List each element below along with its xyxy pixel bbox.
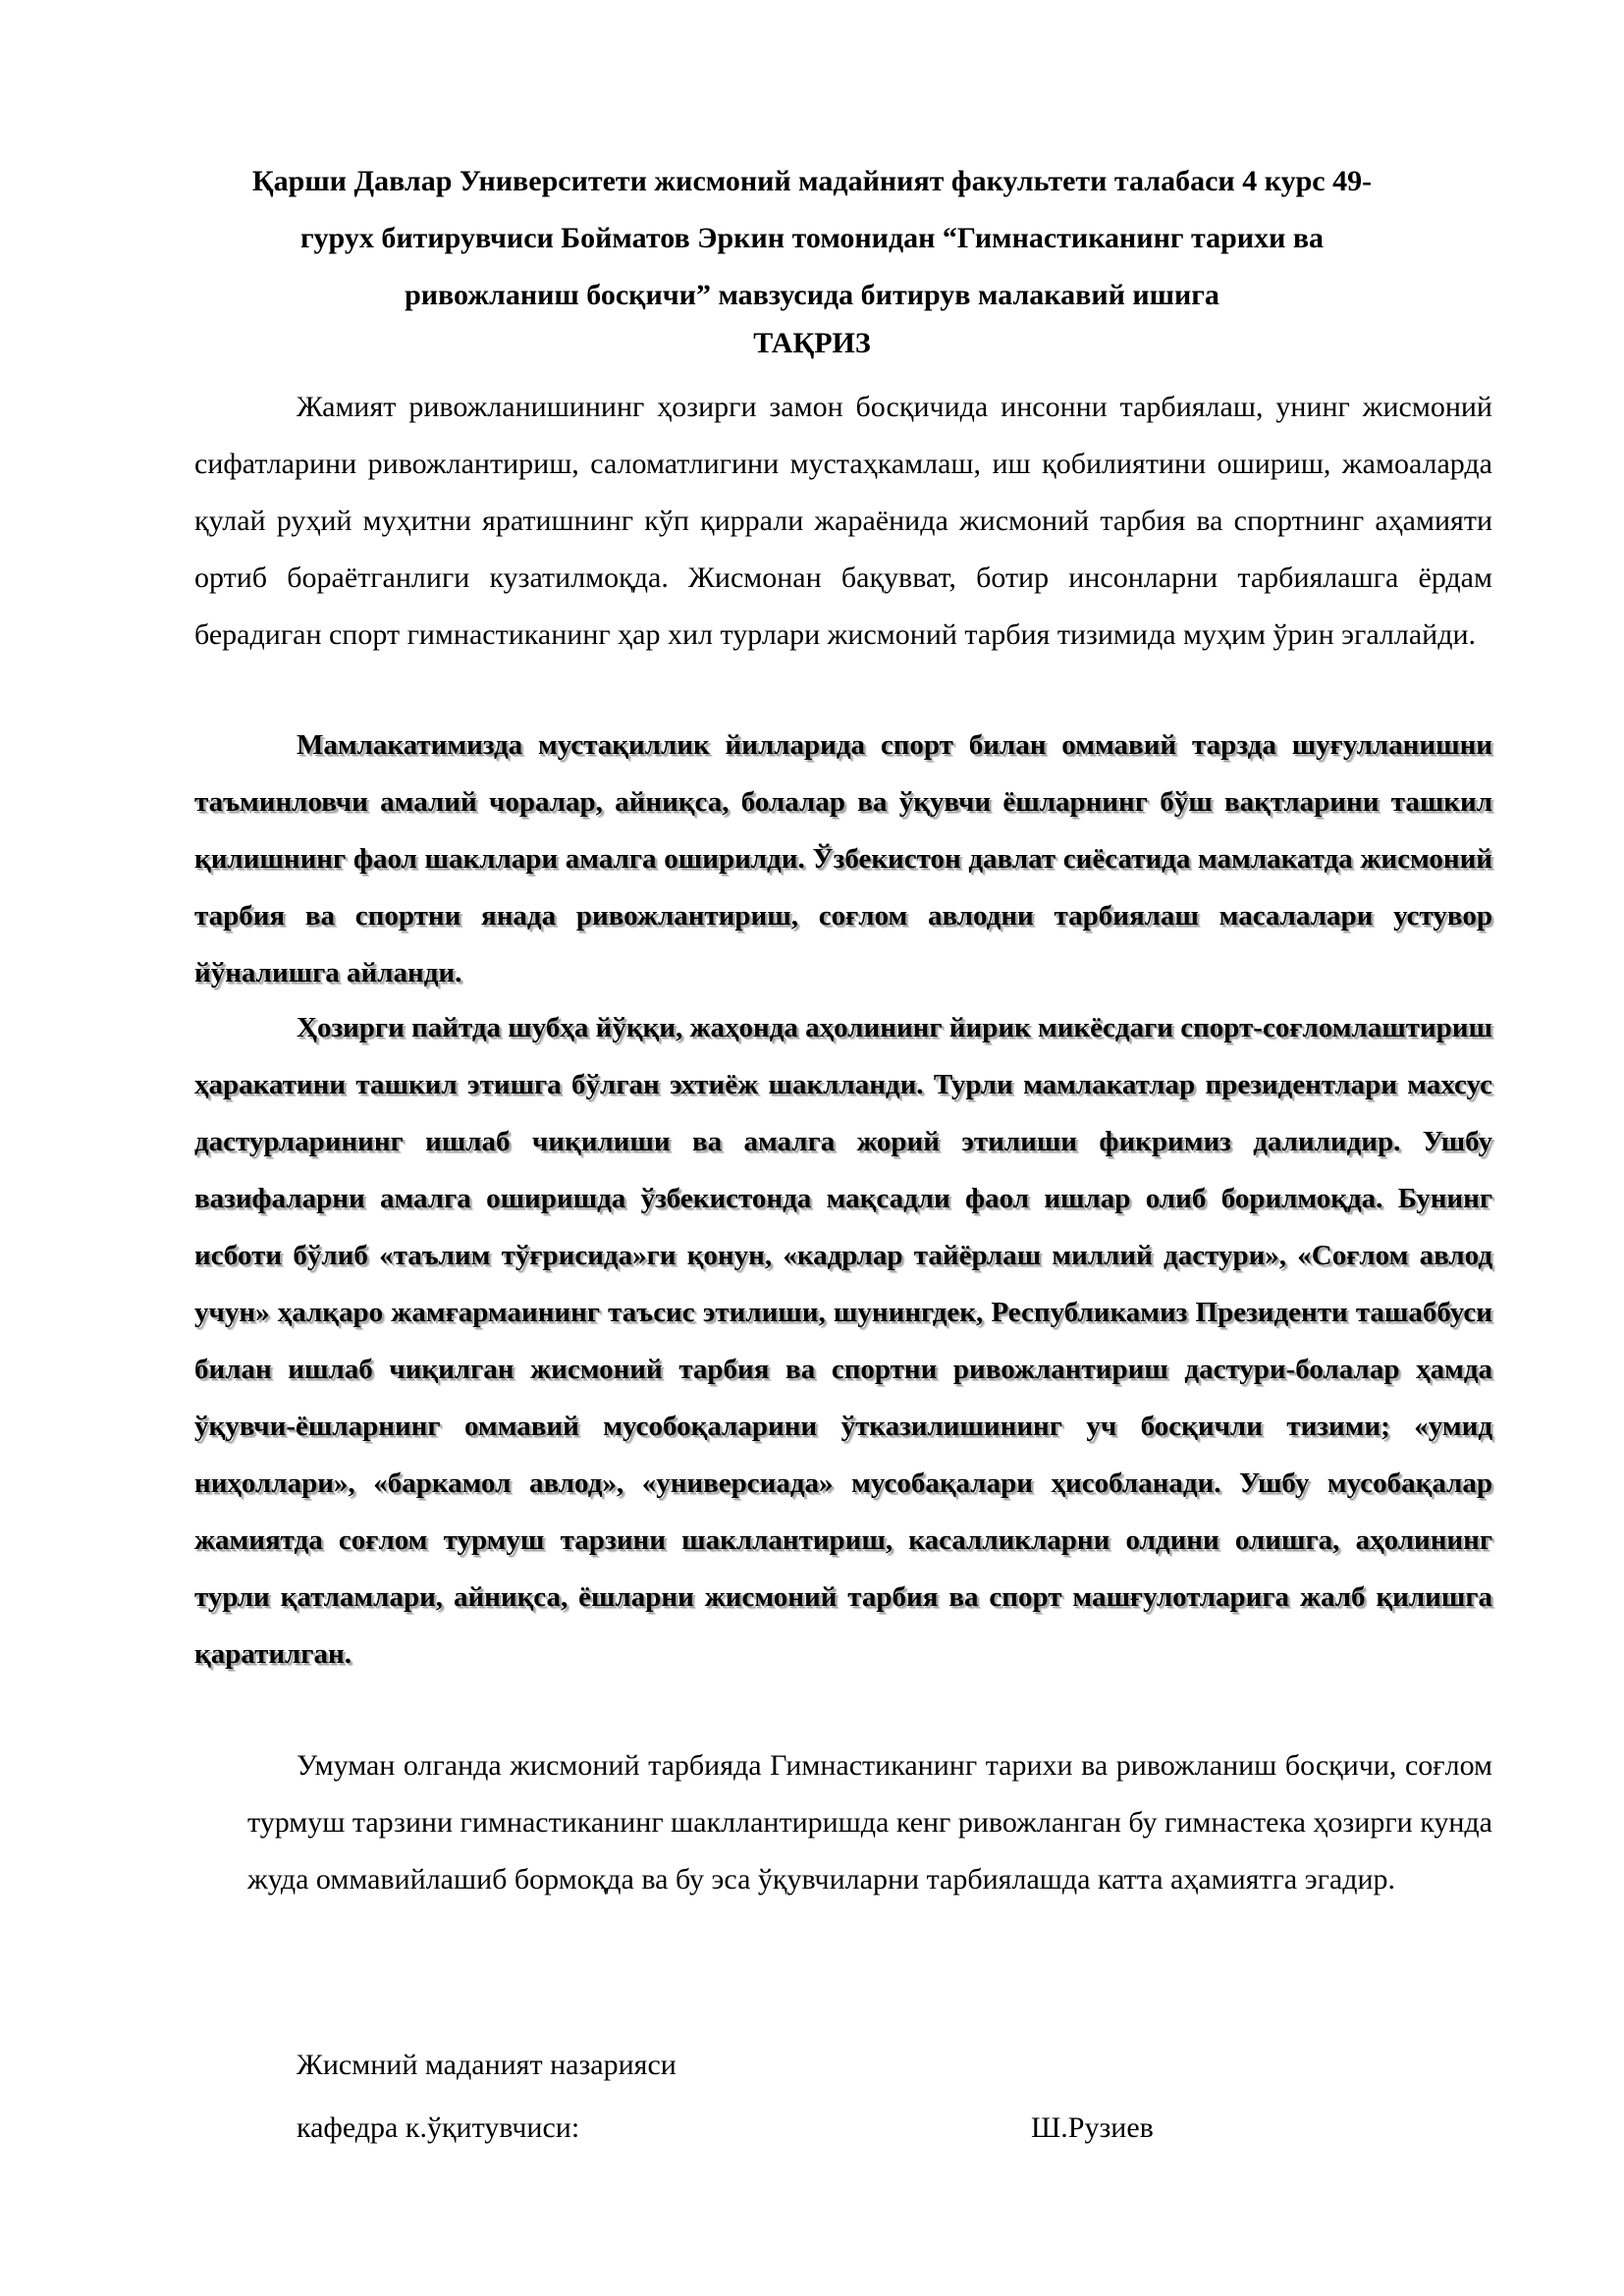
paragraph-independence: Мамлакатимизда мустақиллик йилларида спорт билан оммавий тарзда шуғулланишни таъминловчи амалий чоралар, айниқса, болалар ва ўқувчи ёшларнинг бўш вақтларини ташкил қилишнинг фаол шакллари амалга оширилди. Ўзбекистон давлат сиёсатида мамлакатда жисмоний тарбия ва спортни янада ривожлантириш, соғлом авлодни тарбиялаш масалалари устувор йўналишга айланди. [194, 729, 1492, 988]
signature-name: Ш.Рузиев [1031, 2111, 1154, 2144]
heading-line-1: Қарши Давлар Университети жисмоний мадайният факультети талабаси 4 курс 49- [251, 165, 1373, 197]
signature-department: Жисмний маданият назарияси [297, 2049, 677, 2081]
heading-line-3: ривожланиш босқичи” мавзусида битирув малакавий ишига [405, 279, 1219, 311]
signature-position: кафедра к.ўқитувчиси: [297, 2111, 580, 2144]
document-heading [147, 153, 1477, 324]
paragraph-intro: Жамият ривожланишининг ҳозирги замон босқичида инсонни тарбиялаш, унинг жисмоний сифатларини ривожлантириш, саломатлигини мустаҳкамлаш, иш қобилиятини ошириш, жамоаларда қулай руҳий муҳитни яратишнинг кўп қиррали жараёнида жисмоний тарбия ва спортнинг аҳамияти ортиб бораётганлиги кузатилмоқда. Жисмонан бақувват, ботир инсонларни тарбиялашга ёрдам берадиган спорт гимнастиканинг ҳар хил турлари жисмоний тарбия тизимида муҳим ўрин эгаллайди. [194, 391, 1492, 651]
paragraph-world-movement: Ҳозирги пайтда шубҳа йўққи, жаҳонда аҳолининг йирик микёсдаги спорт-соғломлаштириш ҳаракатини ташкил этишга бўлган эхтиёж шаклланди. Турли мамлакатлар президентлари махсус дастурларининг ишлаб чиқилиши ва амалга жорий этилиши фикримиз далилидир. Ушбу вазифаларни амалга оширишда ўзбекистонда мақсадли фаол ишлар олиб борилмоқда. Бунинг исботи бўлиб «таълим тўғрисида»ги қонун, «кадрлар тайёрлаш миллий дастури», «Соғлом авлод учун» ҳалқаро жамғармаининг таъсис этилиши, шунингдек, Республикамиз Президенти ташаббуси билан ишлаб чиқилган жисмоний тарбия ва спортни ривожлантириш дастури-болалар ҳамда ўқувчи-ёшларнинг оммавий мусобоқаларини ўтказилишининг уч босқичли тизими; «умид ниҳоллари», «баркамол авлод», «универсиада» мусобақалари ҳисобланади. Ушбу мусобақалар жамиятда соғлом турмуш тарзини шакллантириш, касалликларни олдини олишга, аҳолининг турли қатламлари, айниқса, ёшларни жисмоний тарбия ва спорт машғулотларига жалб қилишга қаратилган. [194, 1012, 1492, 1670]
document-title: ТАҚРИЗ [753, 327, 871, 359]
heading-line-2: гурух битирувчиси Бойматов Эркин томонидан “Гимнастиканинг тарихи ва [299, 222, 1325, 254]
paragraph-conclusion: Умуман олганда жисмоний тарбияда Гимнастиканинг тарихи ва ривожланиш босқичи, соғлом турмуш тарзини гимнастиканинг шакллантиришда кенг ривожланган бу гимнастека ҳозирги кунда жуда оммавийлашиб бормоқда ва бу эса ўқувчиларни тарбиялашда катта аҳамиятга эгадир. [247, 1749, 1492, 1896]
